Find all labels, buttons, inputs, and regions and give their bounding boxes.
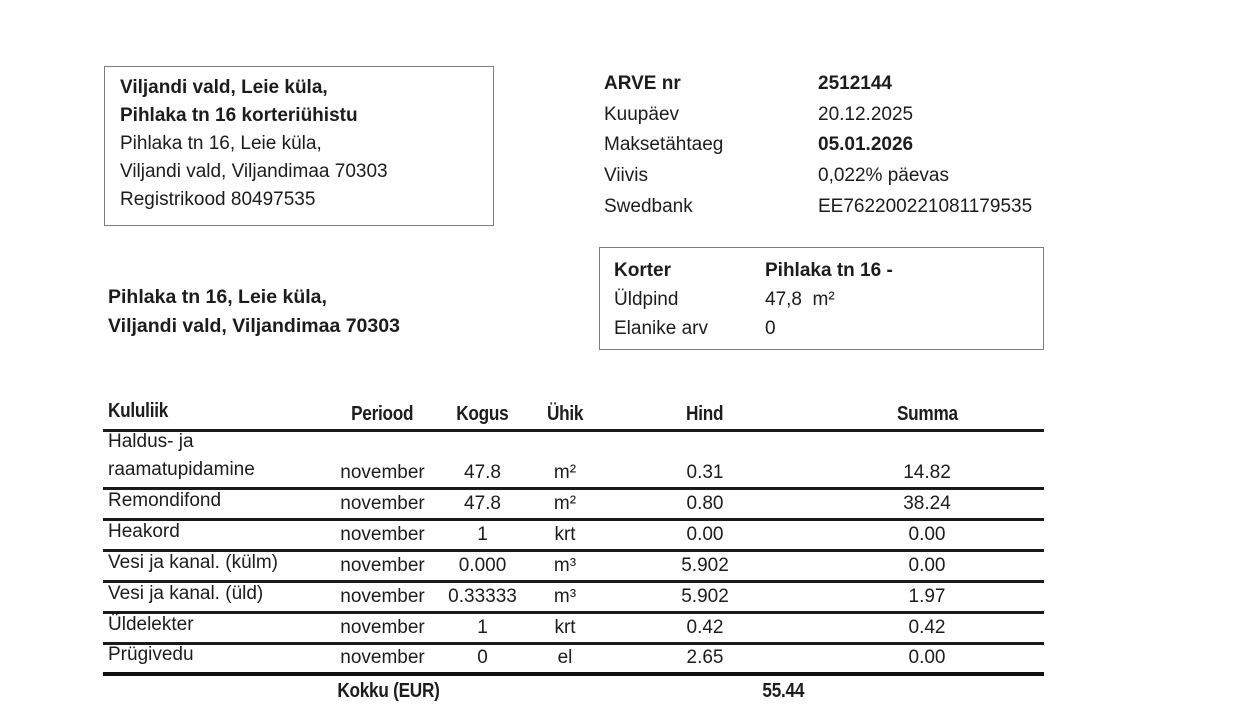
due-date-label: Maksetähtaeg — [604, 134, 724, 156]
header-sum: Summa — [896, 403, 958, 425]
apartment-value: Pihlaka tn 16 - — [765, 260, 893, 281]
area-label: Üldpind — [614, 289, 679, 310]
late-fee-label: Viivis — [604, 165, 648, 187]
cell-quantity: 0.33333 — [448, 586, 517, 607]
header-period: Periood — [351, 403, 414, 425]
cell-sum: 0.00 — [908, 647, 946, 668]
cell-price: 5.902 — [681, 555, 729, 576]
total-value: 55.44 — [762, 680, 804, 702]
cell-sum: 14.82 — [903, 462, 951, 483]
cell-price: 0.31 — [686, 462, 724, 483]
cell-sum: 0.00 — [908, 555, 946, 576]
bank-iban-value: EE762200221081179535 — [818, 195, 1033, 217]
cell-unit: m² — [553, 493, 577, 514]
cell-sum: 0.42 — [908, 617, 946, 638]
invoice-date-label: Kuupäev — [604, 103, 680, 125]
cell-period: november — [340, 555, 425, 576]
cell-quantity: 0.000 — [458, 555, 507, 576]
table-row — [103, 552, 1044, 583]
cell-period: november — [340, 462, 425, 483]
cell-sum: 38.24 — [903, 493, 951, 514]
cell-cost-type: Üldelekter — [108, 614, 194, 635]
invoice-number-value: 2512144 — [818, 73, 892, 95]
cell-period: november — [340, 586, 425, 607]
seller-info-box — [104, 66, 494, 226]
late-fee-value: 0,022% päevas — [818, 165, 949, 187]
cell-unit: krt — [554, 524, 576, 545]
cell-quantity: 1 — [477, 524, 488, 545]
table-row — [103, 490, 1044, 521]
invoice-date-row — [604, 100, 1064, 131]
seller-address-line2: Viljandi vald, Viljandimaa 70303 — [120, 161, 388, 182]
cell-period: november — [340, 647, 425, 668]
invoice-meta-block — [604, 69, 1064, 222]
cell-sum: 1.97 — [908, 586, 946, 607]
apartment-row — [614, 256, 1033, 285]
residents-label: Elanike arv — [614, 318, 708, 339]
cell-price: 2.65 — [686, 647, 724, 668]
cell-sum: 0.00 — [908, 524, 946, 545]
cell-price: 5.902 — [681, 586, 729, 607]
apartment-info-box — [599, 247, 1044, 350]
table-total-row — [103, 676, 1044, 708]
cell-quantity: 0 — [477, 647, 488, 668]
seller-reg-code: Registrikood 80497535 — [120, 189, 316, 210]
late-fee-row — [604, 161, 1064, 192]
bank-label: Swedbank — [604, 195, 693, 217]
cell-price: 0.00 — [686, 524, 724, 545]
header-cost-type: Kululiik — [108, 400, 169, 422]
cell-unit: m² — [553, 462, 577, 483]
recipient-address-line2: Viljandi vald, Viljandimaa 70303 — [108, 315, 400, 337]
seller-address-line1: Pihlaka tn 16, Leie küla, — [120, 133, 322, 154]
seller-name-line2: Pihlaka tn 16 korteriühistu — [120, 105, 358, 126]
cell-cost-type: Haldus- ja raamatupidamine — [108, 431, 255, 480]
cell-price: 0.80 — [686, 493, 724, 514]
cell-unit: krt — [554, 617, 576, 638]
area-row — [614, 285, 1033, 314]
cell-quantity: 47.8 — [464, 462, 501, 483]
cell-cost-type: Heakord — [108, 521, 180, 542]
cell-price: 0.42 — [686, 617, 724, 638]
invoice-number-row — [604, 69, 1064, 100]
recipient-address — [108, 283, 400, 341]
cell-unit: m³ — [553, 586, 577, 607]
seller-name-line1: Viljandi vald, Leie küla, — [120, 77, 328, 98]
table-row — [103, 521, 1044, 552]
invoice-date-value: 20.12.2025 — [818, 103, 914, 125]
due-date-value: 05.01.2026 — [818, 134, 914, 156]
table-row — [103, 645, 1044, 676]
due-date-row — [604, 130, 1064, 161]
table-row — [103, 432, 1044, 490]
apartment-label: Korter — [614, 260, 672, 281]
cell-period: november — [340, 493, 425, 514]
table-row — [103, 583, 1044, 614]
total-label: Kokku (EUR) — [336, 680, 440, 702]
bank-row — [604, 191, 1064, 222]
header-price: Hind — [686, 403, 724, 425]
cell-period: november — [340, 524, 425, 545]
cell-unit: m³ — [553, 555, 577, 576]
residents-row — [614, 314, 1033, 343]
area-value: 47,8 m² — [765, 289, 835, 310]
residents-value: 0 — [765, 318, 776, 339]
recipient-address-line1: Pihlaka tn 16, Leie küla, — [108, 286, 327, 308]
cell-quantity: 1 — [477, 617, 488, 638]
invoice-number-label: ARVE nr — [604, 73, 681, 95]
cell-unit: el — [557, 647, 573, 668]
header-quantity: Kogus — [456, 403, 509, 425]
cell-period: november — [340, 617, 425, 638]
cell-cost-type: Vesi ja kanal. (külm) — [108, 552, 279, 573]
cell-quantity: 47.8 — [464, 493, 501, 514]
cell-cost-type: Prügivedu — [108, 644, 194, 665]
charges-table — [103, 402, 1044, 708]
cell-cost-type: Remondifond — [108, 490, 222, 511]
header-unit: Ühik — [546, 403, 584, 425]
cell-cost-type: Vesi ja kanal. (üld) — [108, 583, 264, 604]
